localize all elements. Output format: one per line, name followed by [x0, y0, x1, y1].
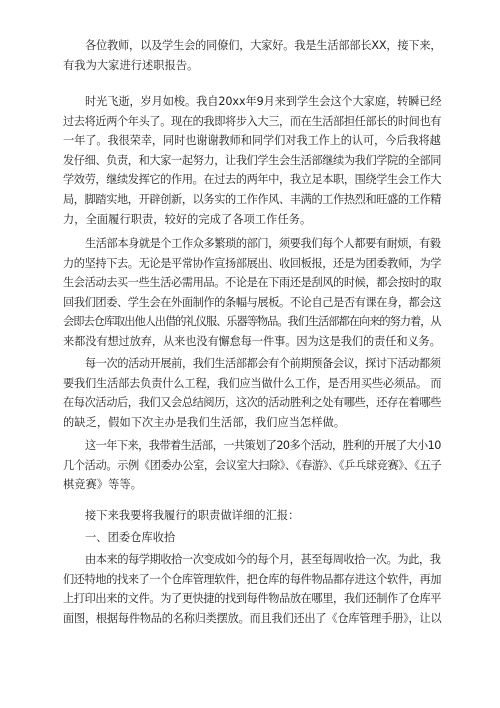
paragraph-year-summary — [63, 436, 441, 495]
text-line: 们还特地的找来了一个仓库管理软件，把仓库的每件物品都存进这个软件，再加 — [63, 572, 442, 586]
text-line: 各位教师，以及学生会的同僚们，大家好。我是生活部部长XX，接下来， — [85, 39, 442, 52]
text-line: 棋竞赛》等等。 — [63, 478, 143, 492]
text-line: 局，脚踏实地，开辟创新，以务实的工作作风、丰满的工作热烈和旺盛的工作精 — [63, 192, 442, 206]
paragraph-greeting — [63, 36, 441, 75]
text-line: 来都没有想过放弃，从来也没有懈怠每一件事。因为这是我们的责任和义务。 — [63, 334, 441, 348]
text-line: 上打印出来的文件。为了更快捷的找到每件物品放在哪里，我们还制作了仓库平 — [63, 592, 442, 606]
text-line: 生活部本身就是个工作众多繁琐的部门，须要我们每个人都要有耐烦，有毅 — [85, 237, 441, 250]
text-line: 生会活动去买一些生活必需用品。不论是在下雨还是刮风的时候，都会按时的取 — [63, 276, 442, 290]
text-line: 力，全面履行职责，较好的完成了各项工作任务。 — [63, 212, 312, 226]
paragraph-warehouse — [63, 550, 441, 628]
text-line: 力的坚持下去。无论是平常协作宣扬部展出、收回板报，还是为团委教师，为学 — [63, 256, 442, 270]
text-line: 由本来的每学期收拾一次变成如今的每个月，甚至每周收拾一次。为此，我 — [85, 553, 441, 566]
text-line: 回我们团委、学生会在外面制作的条幅与展板。不论自己是否有课在身，都会这 — [63, 295, 442, 309]
text-line: 一、团委仓库收拾 — [85, 531, 176, 544]
text-line: 会即去仓库取出他人出借的礼仪服、乐器等物品。我们生活部都在向来的努力着，从 — [63, 315, 441, 329]
text-line: 有我为大家进行述职报告。 — [63, 58, 199, 72]
text-line: 每一次的活动开展前，我们生活部都会有个前期预备会议，探讨下活动都须 — [85, 357, 441, 370]
paragraph-intro-duties — [63, 506, 441, 526]
text-line: 面图，根据每件物品的名称归类摆放。而且我们还出了《仓库管理手册》，让以 — [63, 611, 442, 625]
paragraph-time — [63, 92, 441, 229]
text-line: 几个活动。示例《团委办公室，会议室大扫除》、《春游》、《乒乓球竞赛》、《五子 — [63, 458, 442, 472]
text-line: 接下来我要将我履行的职责做详细的汇报： — [85, 509, 300, 522]
text-line: 一年了。我很荣幸，同时也谢谢教师和同学们对我工作上的认可，今后我将越 — [63, 134, 441, 148]
text-line: 发仔细、负责，和大家一起努力，让我们学生会生活部继续为我们学院的全部同 — [63, 153, 442, 167]
paragraph-department — [63, 234, 441, 352]
paragraph-activities — [63, 354, 441, 432]
text-line: 过去将近两个年头了。现在的我即将步入大三，而在生活部担任部长的时间也有 — [63, 114, 442, 128]
text-line: 这一年下来，我带着生活部，一共策划了20多个活动，胜利的开展了大小10 — [85, 439, 441, 452]
section-heading — [63, 528, 441, 548]
text-line: 时光飞逝，岁月如梭。我自20xx年9月来到学生会这个大家庭，转瞬已经 — [85, 95, 442, 108]
text-line: 学效劳，继续发挥它的作用。在过去的两年中，我立足本职，围绕学生会工作大 — [63, 173, 442, 187]
text-line: 要我们生活部去负责什么工程，我们应当做什么工作，是否用买些必须品。 而 — [63, 376, 442, 390]
text-line: 的缺乏，假如下次主办是我们生活部，我们应当怎样做。 — [63, 415, 346, 429]
text-line: 在每次活动后，我们又会总结阅历，这次的活动胜利之处有哪些，还存在着哪些 — [63, 396, 442, 410]
